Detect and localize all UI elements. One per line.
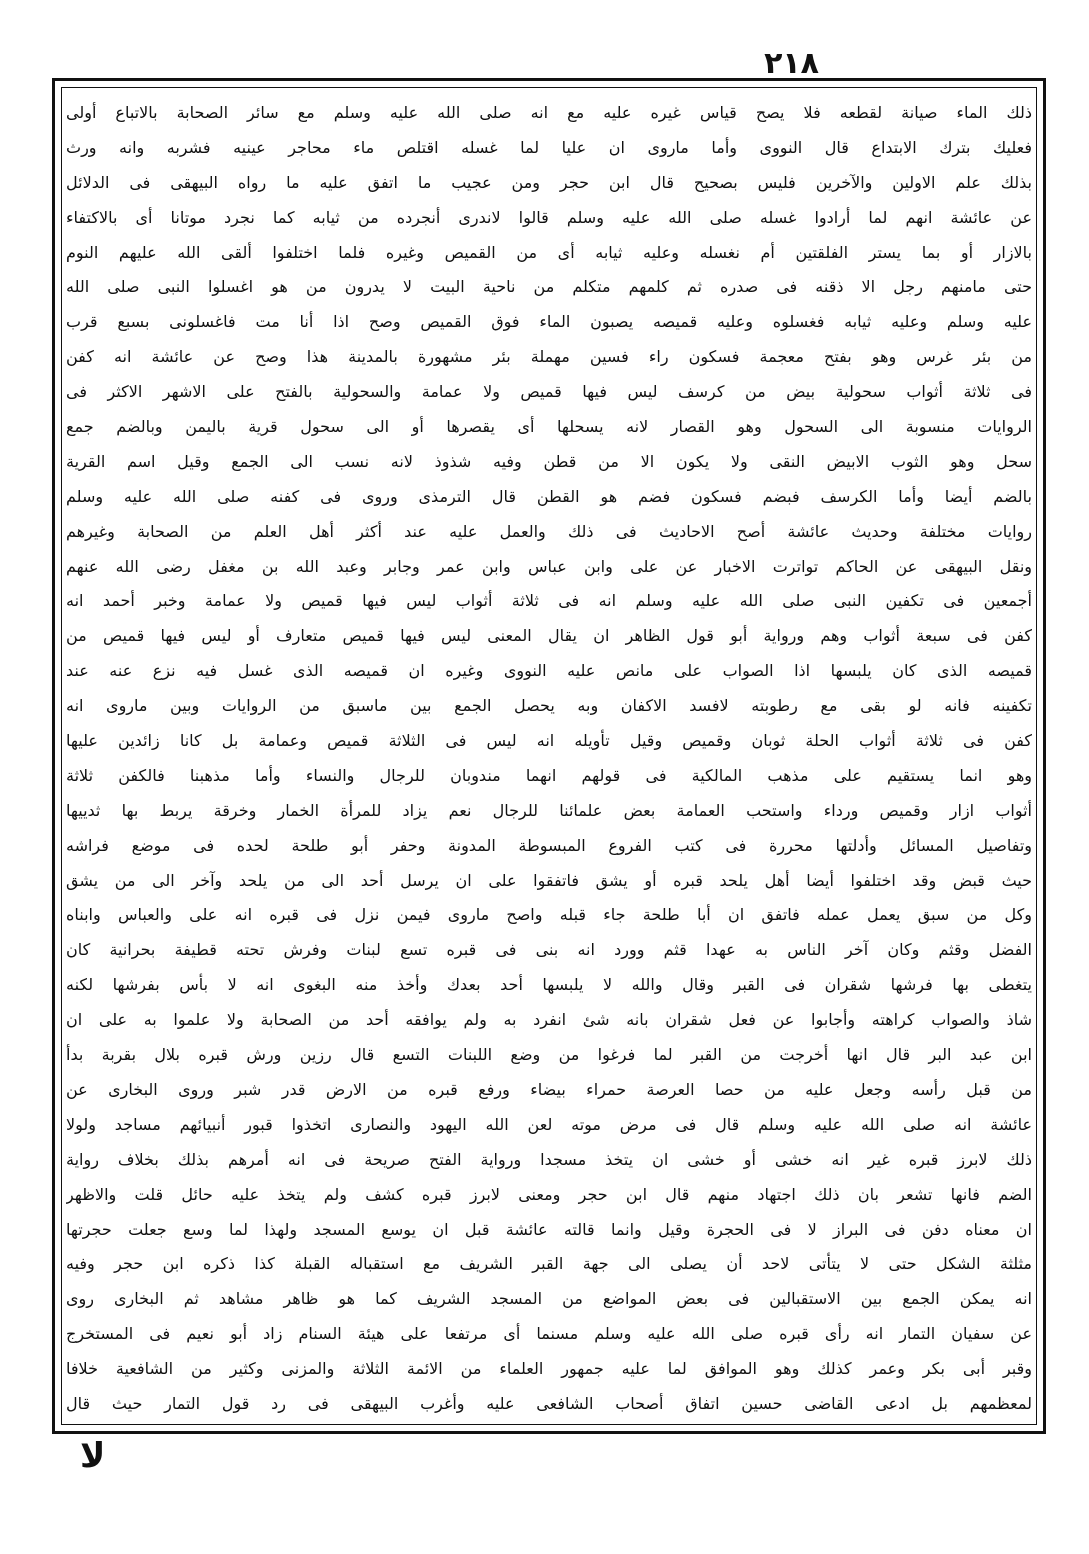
text-line: عائشة انه صلى الله عليه وسلم قال فى مرض موته لعن الله اليهود والنصارى اتخذوا قبور أنبيائهم مساجد ولولا <box>66 1114 1032 1134</box>
text-line: انه يمكن الجمع بين الاستقبالين فى بعض المواضع من المسجد الشريف كما هو ظاهر مشاهد ثم البخارى روى <box>66 1289 1032 1309</box>
text-line: مثلثة الشكل حتى لا يتأتى لاحد أن يصلى الى جهة القبر الشريف مع استقباله القبلة كذا ذكره ابن حجر وفيه <box>66 1254 1032 1274</box>
text-line: لمعظمهم بل ادعى القاضى حسين اتفاق أصحاب الشافعى عليه وأغرب البيهقى فى رد قول التمار حيث قال <box>66 1393 1032 1413</box>
text-line: يتغطى بها فرشها شقران فى القبر وقال والله لا يلبسها أحد بعدك وأخذ منه البغوى انه لا بأس بفرشها لكنه <box>66 975 1032 995</box>
text-line: عليه وسلم وعليه ثيابه فغسلوه وعليه قميصه يصبون الماء فوق القميص وصح اذا أنا مت فاغسلونى بسبع قرب <box>66 312 1032 332</box>
catchword: لا <box>80 1436 106 1476</box>
text-line: أثواب ازار وقميص ورداء واستحب العمامة بعض علمائنا للرجال نعم يزاد للمرأة الخمار وخرقة يربط بها ثدييها <box>66 800 1032 820</box>
text-line: الفضل وقثم وكان آخر الناس به عهدا قثم وورد انه بنى فى قبره تسع لبنات وفرش تحته قطيفة بحرانية كان <box>66 940 1032 960</box>
text-line: قميصه الذى كان يلبسها اذا الصواب على مانص عليه النووى وغيره ان قميصه الذى غسل فيه نزع عنه عند <box>66 661 1032 681</box>
page-number: ٢١٨ <box>764 46 819 81</box>
text-line: ابن عبد البر قال انها أخرجت من القبر لما فرغوا من وضع اللبنات التسع قال رزين ورش قبره بلال بقربة بدأ <box>66 1045 1032 1065</box>
text-line: ذلك لابرز قبره غير انه خشى أو خشى ان يتخذ مسجدا ورواية الفتح صريحة فى انه أمرهم بذلك بخلاف رواية <box>66 1149 1032 1169</box>
text-line: تكفينه فانه لو بقى مع رطوبته لافسد الاكفان وبه يحصل الجمع بين ماسبق من الروايات وبين ماروى انه <box>66 696 1032 716</box>
text-line: حيث قبض وقد اختلفوا أيضا أهل يلحد قبره أو يشق فاتفقوا على ان يرسل أحد الى من يلحد وآخر الى من يشق <box>66 870 1032 890</box>
text-line: من بئر غرس وهو بفتح معجمة فسكون راء فسين مهملة بئر مشهورة بالمدينة هذا وصح عن عائشة انه كفن <box>66 347 1032 367</box>
text-line: كفن فى ثلاثة أثواب الحلة ثوبان وقميص وقيل تأويله انه ليس فى الثلاثة قميص وعمامة بل كانا زائدين عليها <box>66 731 1032 751</box>
text-line: بذلك علم الاولين والآخرين فليس بصحيح قال ابن حجر ومن عجيب ما اتفق عليه ما رواه البيهقى فى الدلائل <box>66 172 1032 192</box>
text-line: وكل من سبق يعمل عمله فاتفق ان أبا طلحة جاء قبله واصح ماروى فيمن نزل فى قبره انه على والعباس وابناه <box>66 905 1032 925</box>
text-line: الروايات منسوبة الى السحول وهو القصار لانه يسحلها أى يقصرها أو الى سحول قرية باليمن وبالضم جمع <box>66 417 1032 437</box>
text-line: الضم فانها تشعر بان ذلك اجتهاد منهم قال ابن حجر ومعنى لابرز قبره كشف ولم يتخذ عليه حائل قلت والاظهر <box>66 1184 1032 1204</box>
text-line: بالازار أو بما يستر الفلقتين أم نغسله وعليه ثيابه أى من القميص وغيره فلما اختلفوا ألقى الله عليهم النوم <box>66 242 1032 262</box>
text-line: سحل وهو الثوب الابيض النقى ولا يكون الا من قطن وفيه شذوذ لانه نسب الى الجمع وقيل اسم القرية <box>66 451 1032 471</box>
text-line: حتى مامنهم رجل الا ذقنه فى صدره ثم كلمهم متكلم من ناحية البيت لا يدرون من هو اغسلوا النبى صلى الله <box>66 277 1032 297</box>
text-line: شاذ والصواب كراهته وأجابوا عن فعل شقران بانه شئ انفرد به ولم يوافقه أحد من الصحابة ولا علموا به على ان <box>66 1010 1032 1030</box>
text-line: بالضم أيضا وأما الكرسف فبضم فسكون فضم هو القطن قال الترمذى وروى فى كفنه صلى الله عليه وسلم <box>66 486 1032 506</box>
text-line: ذلك الماء صيانة لقطعه فلا يصح قياس غيره عليه مع انه صلى الله عليه وسلم مع سائر الصحابة بالاتباع أولى <box>66 103 1032 122</box>
text-line: كفن فى سبعة أثواب وهم ورواية أبو قول الظاهر ان يقال المعنى ليس فيها قميص متعارف أو ليس فيها قميص من <box>66 626 1032 646</box>
text-line: أجمعين فى تكفين النبى صلى الله عليه وسلم انه فى ثلاثة أثواب ليس فيها قميص ولا عمامة وخبر أحمد انه <box>66 591 1032 611</box>
text-line: روايات مختلفة وحديث عائشة أصح الاحاديث فى ذلك والعمل عليه عند أكثر أهل العلم من الصحابة وغيرهم <box>66 521 1032 541</box>
text-line: عن عائشة انهم لما أرادوا غسله صلى الله عليه وسلم قالوا لاندرى أنجرده من ثيابه كما نجرد موتانا أى بالاكتفاء <box>66 207 1032 227</box>
text-line: ان معناه دفن فى البراز لا فى الحجرة وقيل وانما قالته عائشة قبل ان يوسع المسجد ولهذا لما وسع جعلت حجرتها <box>66 1219 1032 1239</box>
text-line: عن سفيان التمار انه رأى قبره صلى الله عليه وسلم مسنما أى مرتفعا على هيئة السنام زاد أبو نعيم فى المستخرج <box>66 1324 1032 1344</box>
body-text <box>66 96 1032 1424</box>
text-line: من قبل رأسه وجعل عليه من حصا العرصة حمراء بيضاء ورفع قبره من الارض قدر شبر وروى البخارى عن <box>66 1079 1032 1099</box>
text-line: فعليك بترك الابتداع قال النووى وأما ماروى ان عليا لما غسله اقتلص ماء محاجر عينيه فشربه وانه ورث <box>66 137 1032 157</box>
text-line: وقبر أبى بكر وعمر كذلك وهو الموافق لما عليه جمهور العلماء من الائمة الثلاثة والمزنى وكثير من الشافعية خلافا <box>66 1359 1032 1379</box>
text-line: وهو انما يستقيم على مذهب المالكية فى قولهم انهما مندوبان للرجال والنساء وأما مذهبنا فالكفن ثلاثة <box>66 765 1032 785</box>
text-line: فى ثلاثة أثواب سحولية بيض من كرسف ليس فيها قميص ولا عمامة والسحولية بالفتح على الاشهر الاكثر فى <box>66 382 1032 402</box>
text-line: وتفاصيل المسائل وأدلتها محررة فى كتب الفروع المبسوطة المدونة وحفر أبو طلحة لحده فى موضع فراشه <box>66 835 1032 855</box>
text-line: ونقل البيهقى عن الحاكم تواترت الاخبار عن على وابن عباس وابن عمر وجابر وعبد الله بن مغفل رضى الله عنهم <box>66 556 1032 576</box>
